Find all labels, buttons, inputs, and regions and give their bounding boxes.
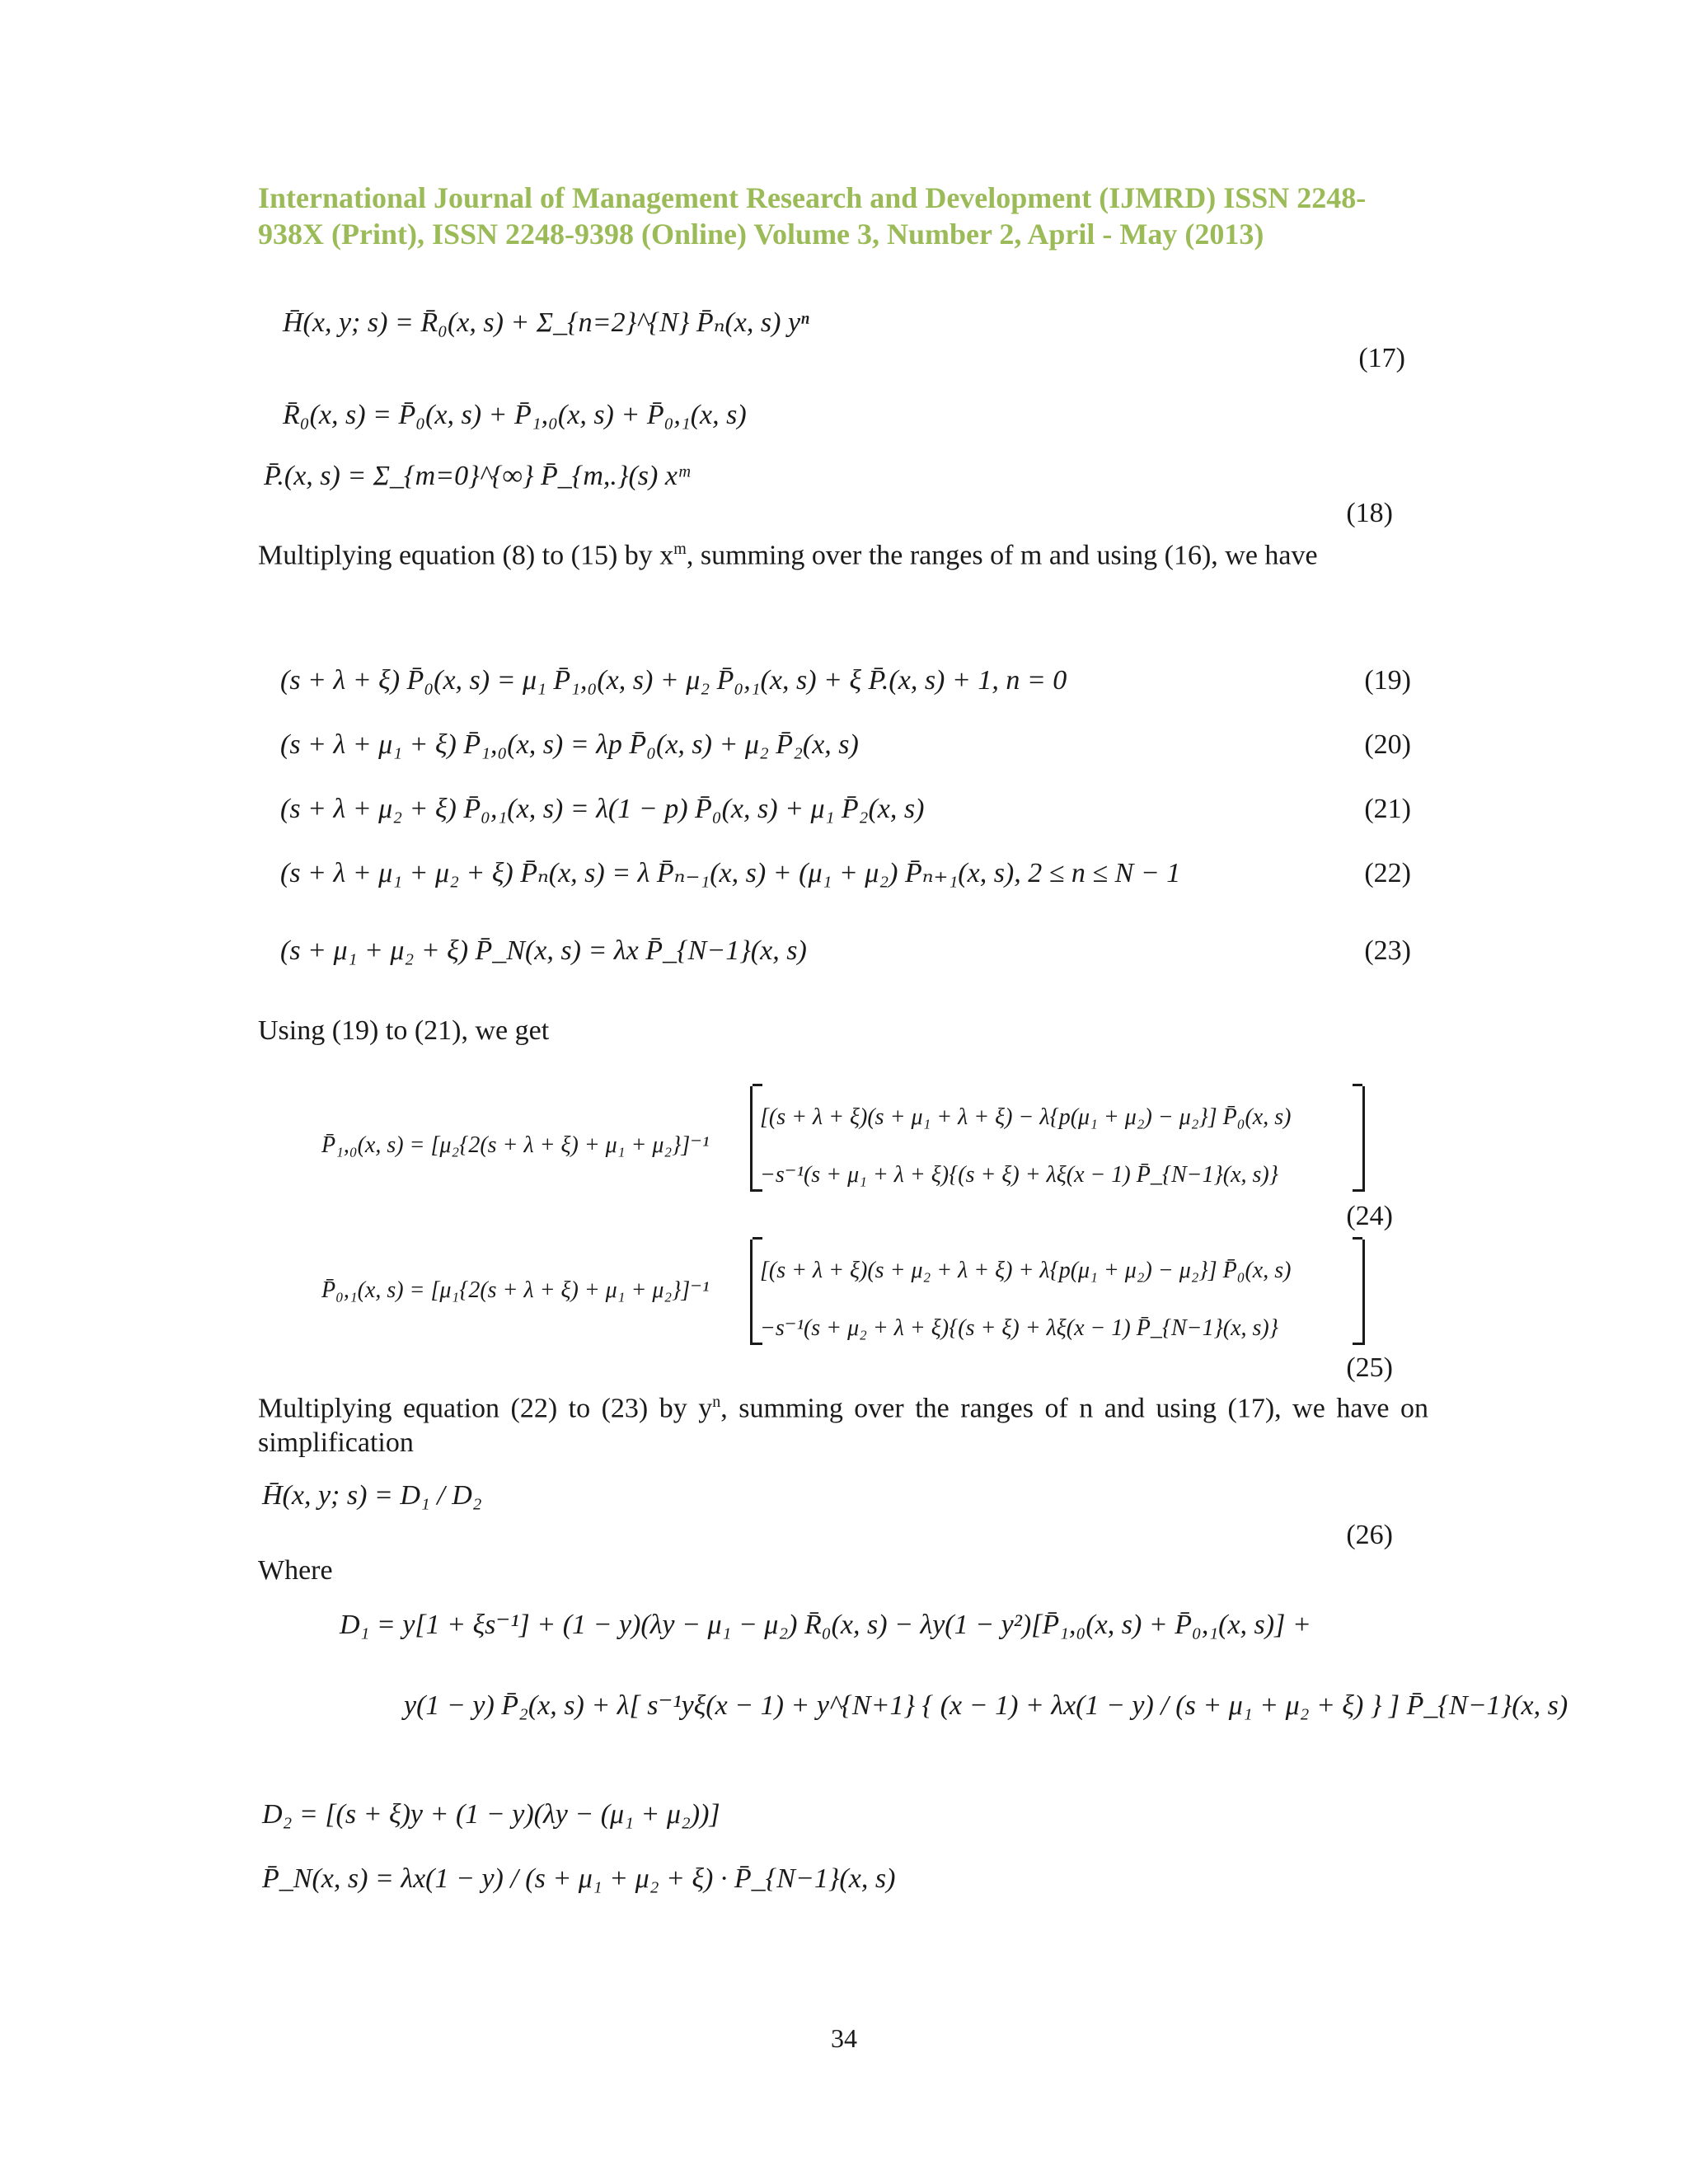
equation-17b: R̄₀(x, s) = P̄₀(x, s) + P̄₁,₀(x, s) + P̄₀,₁(x, s) xyxy=(283,400,747,430)
equation-22: (s + λ + μ₁ + μ₂ + ξ) P̄ₙ(x, s) = λ P̄ₙ₋₁(x, s) + (μ₁ + μ₂) P̄ₙ₊₁(x, s), 2 ≤ n ≤ N − 1 xyxy=(280,858,1181,888)
equation-d2: D₂ = [(s + ξ)y + (1 − y)(λy − (μ₁ + μ₂))] xyxy=(262,1799,720,1830)
equation-24-row-2: −s⁻¹(s + μ₁ + λ + ξ){(s + ξ) + λξ(x − 1) P̄_{N−1}(x, s)} xyxy=(760,1162,1278,1188)
equation-24-row-1: [(s + λ + ξ)(s + μ₁ + λ + ξ) − λ{p(μ₁ + μ₂) − μ₂}] P̄₀(x, s) xyxy=(760,1104,1292,1130)
equation-26: H̄(x, y; s) = D₁ / D₂ xyxy=(262,1480,482,1511)
paragraph-using-19-21: Using (19) to (21), we get xyxy=(258,1015,550,1046)
header-line-2: 938X (Print), ISSN 2248-9398 (Online) Volume 3, Number 2, April - May (2013) xyxy=(258,218,1264,251)
equation-19: (s + λ + ξ) P̄₀(x, s) = μ₁ P̄₁,₀(x, s) + μ₂ P̄₀,₁(x, s) + ξ P̄.(x, s) + 1, n = 0 xyxy=(280,665,1067,696)
equation-number-19: (19) xyxy=(1364,665,1411,696)
equation-21: (s + λ + μ₂ + ξ) P̄₀,₁(x, s) = λ(1 − p) P̄₀(x, s) + μ₁ P̄₂(x, s) xyxy=(280,794,925,824)
equation-d1-line-2: y(1 − y) P̄₂(x, s) + λ[ s⁻¹yξ(x − 1) + y^{N+1} { (x − 1) + λx(1 − y) / (s + μ₁ + μ₂ + ξ) } ] P̄_{N−1}(x, s) xyxy=(404,1690,1568,1721)
equation-number-26: (26) xyxy=(1346,1520,1393,1550)
header-line-1: International Journal of Management Research and Development (IJMRD) ISSN 2248- xyxy=(258,181,1367,214)
page-number: 34 xyxy=(831,2023,857,2053)
equation-number-18: (18) xyxy=(1346,498,1393,528)
equation-d1-line-1: D₁ = y[1 + ξs⁻¹] + (1 − y)(λy − μ₁ − μ₂) R̄₀(x, s) − λy(1 − y²)[P̄₁,₀(x, s) + P̄₀,₁(x, s)] + xyxy=(340,1610,1311,1640)
equation-number-24: (24) xyxy=(1346,1201,1393,1231)
equation-17a: H̄(x, y; s) = R̄₀(x, s) + Σ_{n=2}^{N} P̄ₙ(x, s) yⁿ xyxy=(283,307,809,338)
equation-pn: P̄_N(x, s) = λx(1 − y) / (s + μ₁ + μ₂ + ξ) · P̄_{N−1}(x, s) xyxy=(262,1863,896,1894)
paragraph-multiplying-x: Multiplying equation (8) to (15) by $x^m$, summing over the ranges of m and using (16), we have xyxy=(258,540,1318,571)
equation-number-20: (20) xyxy=(1364,729,1411,760)
equation-20: (s + λ + μ₁ + ξ) P̄₁,₀(x, s) = λp P̄₀(x, s) + μ₂ P̄₂(x, s) xyxy=(280,729,859,760)
equation-number-17: (17) xyxy=(1358,343,1405,373)
equation-number-25: (25) xyxy=(1346,1352,1393,1383)
equation-18: P̄.(x, s) = Σ_{m=0}^{∞} P̄_{m,.}(s) xᵐ xyxy=(264,461,690,491)
equation-25-row-1: [(s + λ + ξ)(s + μ₂ + λ + ξ) + λ{p(μ₁ + μ₂) − μ₂}] P̄₀(x, s) xyxy=(760,1258,1292,1283)
equation-number-21: (21) xyxy=(1364,794,1411,824)
equation-number-22: (22) xyxy=(1364,858,1411,888)
equation-24-lhs: P̄₁,₀(x, s) = [μ₂{2(s + λ + ξ) + μ₁ + μ₂}]⁻¹ xyxy=(321,1132,710,1158)
equation-25-lhs: P̄₀,₁(x, s) = [μ₁{2(s + λ + ξ) + μ₁ + μ₂}]⁻¹ xyxy=(321,1277,710,1303)
equation-number-23: (23) xyxy=(1364,935,1411,966)
journal-header xyxy=(258,180,1428,252)
equation-25-row-2: −s⁻¹(s + μ₂ + λ + ξ){(s + ξ) + λξ(x − 1) P̄_{N−1}(x, s)} xyxy=(760,1315,1278,1341)
where-label: Where xyxy=(258,1555,333,1586)
paragraph-multiplying-y: Multiplying equation (22) to (23) by $y^n$, summing over the ranges of n and using (17), we have on simplification xyxy=(258,1393,1428,1459)
equation-23: (s + μ₁ + μ₂ + ξ) P̄_N(x, s) = λx P̄_{N−1}(x, s) xyxy=(280,935,807,966)
